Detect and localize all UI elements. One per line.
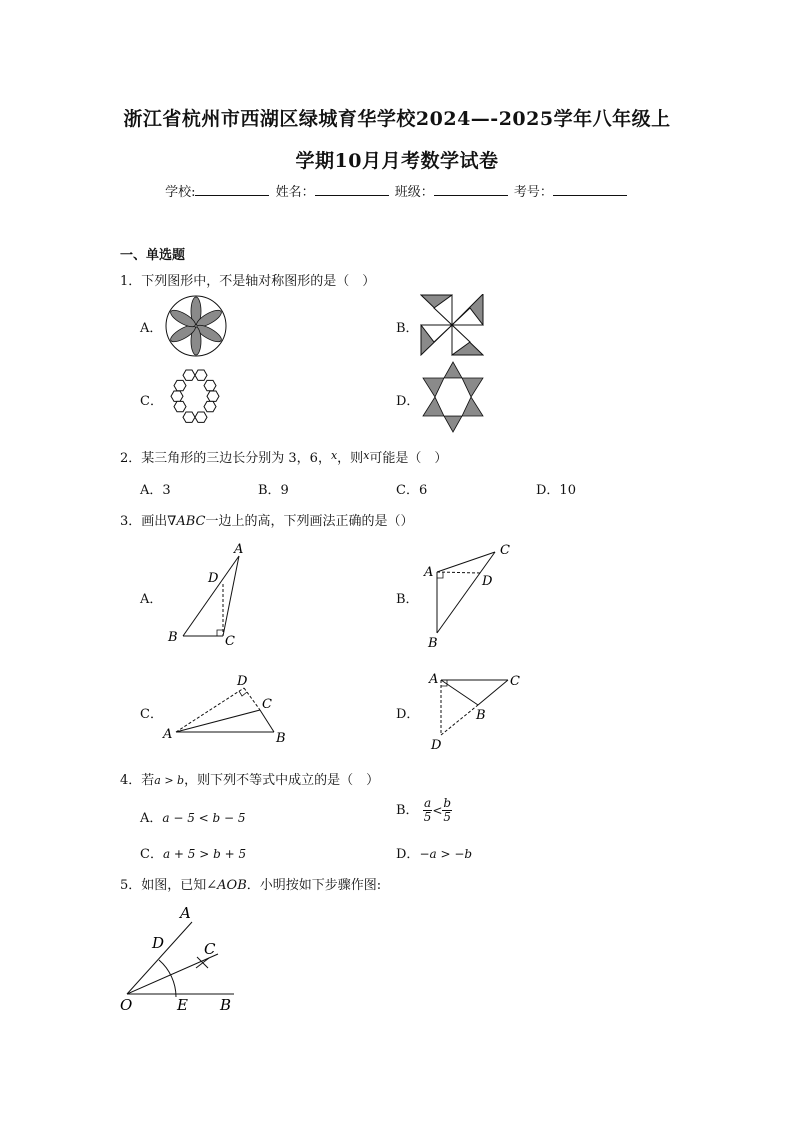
q3a-point-d: D [208, 571, 219, 586]
q4-option-c-label: C． [140, 847, 163, 862]
name-blank [315, 183, 389, 196]
q4-stem-part-a: 4．若 [120, 773, 155, 788]
q1-option-d-label: D． [396, 394, 420, 409]
q4-condition: a > b [154, 774, 185, 787]
q3b-point-c: C [500, 543, 510, 558]
q3-triangle-name: ∇ABC [167, 514, 206, 529]
q3c-point-b: B [276, 731, 286, 746]
school-field-label: 学校: [165, 185, 196, 200]
q1-option-a-label: A． [140, 321, 163, 336]
q4-option-d-expr: −a > −b [419, 847, 473, 861]
q3a-point-c: C [225, 634, 235, 649]
q2-stem-part-c: 可能是（ ） [369, 451, 448, 466]
section-heading: 一、单选题 [120, 248, 186, 263]
q3c-point-d: D [237, 674, 248, 689]
q3d-point-c: C [510, 674, 520, 689]
q1-option-b-label: B． [396, 321, 419, 336]
q3d-point-a: A [429, 672, 439, 687]
flower-circle-figure [163, 293, 229, 359]
frac-a-denominator: 5 [423, 810, 432, 824]
exam-number-blank [553, 183, 627, 196]
pinwheel-figure [420, 294, 484, 356]
q4-option-a-label: A． [140, 811, 163, 826]
q5-angle: ∠AOB [206, 878, 247, 893]
q2-option-c: C．6 [396, 483, 428, 498]
frac-a-numerator: a [423, 796, 432, 810]
q5-stem-part-b: ．小明按如下步骤作图: [246, 878, 382, 893]
six-point-star-figure [420, 360, 486, 434]
q2-variable-x-2: x [363, 449, 370, 462]
q3-figure-c [160, 670, 290, 750]
q4-option-d-label: D． [396, 847, 420, 862]
q2-option-b: B．9 [258, 483, 289, 498]
q4-option-c [140, 843, 246, 862]
q3b-point-b: B [428, 636, 438, 651]
hexagon-ring-figure [162, 367, 228, 427]
q1-option-c-label: C． [140, 394, 163, 409]
q5-point-e: E [177, 996, 188, 1014]
q2-option-a: A．3 [140, 483, 171, 498]
q4-option-a [140, 807, 246, 826]
q5-angle-construction-figure [112, 902, 252, 1017]
page-title-line1: 浙江省杭州市西湖区绿城育华学校2024—-2025学年八年级上 [123, 108, 671, 130]
q3-figure-b [420, 540, 520, 655]
q4-option-b-frac-a [423, 797, 433, 824]
q4-option-c-expr: a + 5 > b + 5 [162, 847, 247, 861]
class-blank [434, 183, 508, 196]
q4-option-b [396, 797, 452, 824]
q3-option-b-label: B． [396, 592, 419, 607]
q3c-point-a: A [163, 727, 173, 742]
q3a-point-b: B [168, 630, 178, 645]
q3-stem-part-b: 一边上的高，下列画法正确的是（） [205, 514, 414, 529]
name-field-label: 姓名： [275, 185, 315, 200]
q2-variable-x: x [330, 449, 338, 462]
q3-figure-d [420, 665, 530, 755]
q4-stem [120, 769, 379, 788]
q2-stem-part-a: 2．某三角形的三边长分别为 3，6， [120, 451, 331, 466]
q3-option-a-label: A． [140, 592, 163, 607]
q3b-point-a: A [424, 565, 434, 580]
q4-option-b-frac-b [442, 797, 452, 824]
q4-stem-part-b: ，则下列不等式中成立的是（ ） [184, 773, 380, 788]
q1-stem: 1．下列图形中，不是轴对称图形的是（ ） [120, 274, 376, 289]
q3-stem-part-a: 3．画出 [120, 514, 168, 529]
q4-option-b-relation: < [432, 803, 443, 818]
q3a-point-a: A [234, 542, 244, 557]
page-title-line2: 学期10月月考数学试卷 [295, 150, 499, 172]
q3d-point-d: D [431, 738, 442, 753]
q3b-point-d: D [482, 574, 493, 589]
frac-b-denominator: 5 [443, 810, 452, 824]
class-field-label: 班级： [394, 185, 434, 200]
q4-option-d [396, 843, 472, 862]
frac-b-numerator: b [443, 796, 452, 810]
q3-stem [120, 510, 414, 529]
student-info-fields [0, 181, 794, 200]
exam-number-field-label: 考号： [513, 185, 553, 200]
q3-option-c-label: C． [140, 707, 163, 722]
q5-point-c: C [204, 940, 216, 958]
school-blank [195, 183, 269, 196]
q3-option-d-label: D． [396, 707, 420, 722]
q2-stem-part-b: ，则 [337, 451, 364, 466]
q5-stem [120, 874, 381, 893]
q3d-point-b: B [476, 708, 486, 723]
q5-point-o: O [120, 996, 133, 1014]
q2-option-d: D．10 [536, 483, 576, 498]
q5-point-d: D [152, 934, 165, 952]
q5-stem-part-a: 5．如图，已知 [120, 878, 207, 893]
q5-point-a: A [180, 904, 191, 922]
q4-option-b-label: B． [396, 803, 419, 818]
q3-figure-a [165, 540, 255, 650]
q5-point-b: B [220, 996, 232, 1014]
q2-stem [120, 447, 447, 466]
q3c-point-c: C [262, 697, 272, 712]
q4-option-a-expr: a − 5 < b − 5 [162, 811, 246, 825]
